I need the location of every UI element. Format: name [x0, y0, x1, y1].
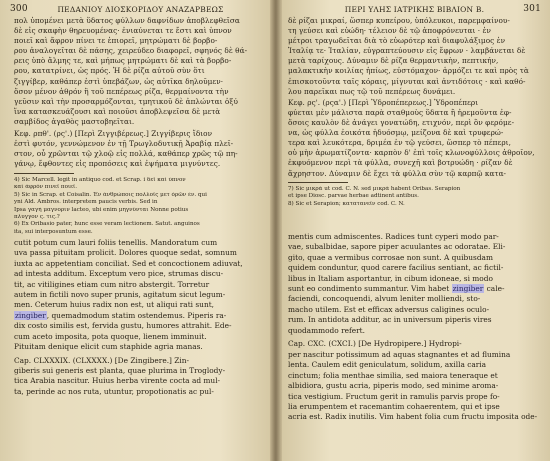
latin-text-line: ad intesta additum. Exceptum vero pice, strumas discu- [14, 269, 224, 279]
latin-text-line: tica Arabia nascitur. Huius herba virente cocta ad mul- [14, 376, 221, 386]
latin-text-line: lenta. Caulem edit geniculatum, solidum, axilla caria [288, 360, 487, 370]
footnote-line: καὶ ἀφρόν πινεῖ ποιεῖ. [14, 184, 78, 191]
right-latin-heading-line: Cap. CXC. (CXCI.) [De Hydropipere.] Hydropi- [288, 339, 462, 348]
latin-text-line: giberis sui generis est planta, quae plurima in Troglody- [14, 366, 226, 375]
footnote-line: ita, sui interposuntum esse. [14, 228, 93, 235]
latin-text-line: cutit potum cum lauri foliis tenellis. Mandoratum cum [14, 238, 218, 247]
left-latin-chapter-heading [14, 356, 265, 366]
greek-text-line: μέτροι τραγωδεῖται διὰ τὸ εὐωρότερ καὶ διαφυλάξιμος ἐν [288, 36, 506, 46]
latin-text-line: mentis cum admiscentes. Radices tunt cyperi modo par- [288, 232, 499, 241]
latin-text-line: acria est. Radix inutilis. Vim habent folia cum fructu imposita ode- [288, 412, 538, 422]
latin-text-line: autem in fictili novo super prunis, agitatum sicut legum- [14, 289, 226, 299]
latin-text-line: men. Ceterum huius radix non est, ut aliqui rati sunt, [14, 300, 215, 310]
latin-text-line: tica vestigium. Fructum gerit in ramulis parvis prope fo- [288, 391, 500, 401]
right-latin-chapter-heading [288, 339, 539, 349]
latin-text-line: lia erumpentem et racemantim cohaerentem, qui et ipse [288, 401, 500, 411]
greek-text-line: ζιγγίβερ, καθάπερ ἐστὶ ὑπεβάζων, ὡς αὐτῖκα δηλοῦμεν· [14, 76, 224, 86]
greek-text-line: Ἰταλίᾳ τε· Ἰταλίαν, εὐγραπτεύουσιν εἰς ἔφρων · λαμβάνεται δὲ [288, 46, 526, 56]
left-latin-text [14, 238, 265, 352]
latin-text-line: per nascitur potissimum ad aquas stagnantes et ad flumina [288, 350, 511, 359]
greek-text-line: δὲ ρίζαι μικραί, ὥσπερ κυπείρου, ὑπόλευκοι, παρεμφαίνου- [288, 16, 510, 25]
greek-text-line: μετὰ ταρίχους. Δύναμιν δὲ ρίζα θερμαντικὴν, πεπτικήν, [288, 56, 499, 66]
greek-text-line: να, ὡς φύλλα ἐοικότα ἡδυόσμῳ, μείζονα δὲ καὶ τρυφερώ- [288, 128, 504, 138]
footnote-line: 4) Sic Marcell. legit in antiquo cod. et Scrap. i δεῖ καὶ ὑπνον [14, 177, 186, 183]
right-page [282, 0, 547, 461]
greek-text-line: ἵνα κατασκευάζουσι καὶ ποιοῦσι ἀποβλεψεῖσα δὲ μετὰ [14, 106, 221, 116]
latin-text-line: rum. In antidota additur, ac in universum piperis vires [288, 315, 492, 325]
greek-text-line: στον, οὗ χρῶνται τῷ χλοῷ εἰς πολλά, καθάπερ χρῶς τῷ πη- [14, 149, 238, 159]
left-latin-heading-line: Cap. CLXXXIX. (CLXXXX.) [De Zingibere.] Zin- [14, 356, 190, 365]
greek-text-line: πολ ὑπομένει μετὰ ὕδατος φύλλων δαφνίδων ἀποβλεφθεῖσα [14, 16, 240, 25]
greek-text-line: φύεται μὲν μάλιστα παρὰ σταθμοὺς ὕδατα ἢ ἠρεμοῦντα ἐφ- [288, 108, 512, 117]
right-footnote-rule [288, 182, 348, 183]
greek-text-line: ἐπισκοτοῦντα ταῖς κόραις, μίγνυται καὶ ἀντιδότοις · καὶ καθό- [288, 76, 526, 86]
latin-text-line: tit, ac vitiligines etiam cum nitro abstergit. Torretur [14, 279, 210, 289]
latin-text-line: zingiber, quemadmodum statim ostendemus. Piperis ra- [15, 310, 227, 320]
latin-text-line: cum aceto imposita, pota quoque, lienem imminuit. [14, 331, 207, 341]
latin-text-line: faciendi, concoquendi, alvum leniter molliendi, sto- [288, 294, 481, 304]
footnote-line: 5) Sic in Scrap. et Coisalin. Ἐν ἀνθρώποις πολλοῖς μετ ὀρῶν ἐν. qui [14, 191, 207, 198]
greek-text-line: ρου, κατατρίνει, ὡς πρός. Ἡ δὲ ρίζα αὐτοῦ σὺν ὅτι [14, 66, 205, 76]
left-latin-text-2 [14, 366, 265, 397]
greek-text-line: ρεις ὑπὸ ἄλμης τε, καὶ μήπως μητρώματι δὲ καὶ τὰ βορβο- [14, 56, 232, 66]
left-greek-text [14, 16, 265, 127]
greek-text-line: ρου ἀναλογεῖται δὲ πάσης, χειρεύδεο διαφορεῖ, σφηνός δὲ θά- [14, 46, 248, 56]
highlighted-word: zingiber [15, 310, 46, 320]
greek-text-line: ὅσον μένον ἀθρόν ἢ τοῦ πεπέρεως ρίζα, θερμαίνοντα τὴν [14, 86, 229, 96]
highlighted-word: zingiber [452, 283, 484, 293]
footnote-line: yni Ald. Ambros. interpretem paucis verbis. Sed in [14, 199, 158, 206]
right-footnotes [288, 186, 539, 208]
right-running-title: ΠΕΡΙ ΥΛΗΣ ΙΑΤΡΙΚΗΣ ΒΙΒΛΙΟΝ Β. [344, 5, 485, 14]
greek-text-line: τερα καὶ λευκότερα, δριμέα ἐν τῷ γεύσει, ὥσπερ τὸ πέπερι, [288, 138, 511, 148]
greek-text-line: ἐκφυόμενον περὶ τὰ φύλλα, συνεχῆ καὶ βοτρυώδη · ρίζαν δὲ [288, 158, 513, 168]
latin-text-line: gito, quae a vermibus corrosae non sunt. A quibusdam [288, 252, 493, 262]
greek-text-line: ἄχρηστον. Δύναμιν δὲ ἔχει τὰ φύλλα σὺν τῷ καρπῷ κατα- [288, 168, 507, 178]
latin-text-line: sunt eo condimento summantur. Vim habet zingiber cale- [288, 283, 505, 293]
footnote-line: πλυγγον ς. τις.? [14, 213, 60, 220]
right-page-number: 301 [523, 4, 541, 14]
right-greek-text-2 [288, 108, 539, 179]
latin-text-line: albidiora, gustu acria, piperis modo, sed minime aroma- [288, 381, 499, 391]
left-footnotes [14, 177, 265, 236]
greek-text-line: λου παρεῖκαι πως τῷ τοῦ πεπέρεως δυνάμει. [288, 86, 456, 96]
latin-text-line: macho utilem. Est et efficax adversus caligines oculo- [288, 304, 490, 314]
footnote-line: Ipsa γαγὴ μαγνοριν lacteo, ubi enim μηγνύνται Nonne potius [14, 206, 189, 213]
greek-text-line: σαμβίδος ἀγαθὸς μαστοβηεῖται. [14, 116, 135, 126]
latin-text-line: dix costo similis est, fervida gustu, humores attrahit. Ede- [14, 321, 232, 331]
right-greek-chapter-heading [288, 98, 539, 108]
latin-text-line: libus in Italiam asportantur, in cibum idoneae, si modo [288, 273, 493, 283]
greek-text-line: τη γεύσει καὶ εὐώδη· τέλειον δὲ τῷ ἀποφρόνευται · ἐν [288, 26, 491, 36]
latin-text-line: quidem conduntur, quod carere facilius sentiant, ac fictil- [288, 263, 504, 273]
greek-text-line: γάνῳ, ἔφθοντες εἰς προπόσεις καὶ ἐψήματα μιγνύντες. [14, 159, 221, 169]
latin-text-line: cinctum; folia menthae similia, sed maiora teneraque et [288, 370, 498, 380]
latin-text-line: iuxta ac appetentiam conciliat. Sed et concoctionem adiuvat, [14, 258, 243, 268]
left-greek-text-2 [14, 139, 265, 169]
latin-text-line: ta, perinde ac nos ruta, utuntur, propotionatis ac pul- [14, 386, 214, 396]
latin-text-line: vae, subalbidae, sapore piper acuulantes ac odoratae. Eli- [288, 242, 506, 252]
left-page [8, 0, 273, 461]
left-greek-chapter-heading [14, 129, 265, 139]
greek-text-line: μαλακτικὴν κοιλίας ἠπίως, εὐστόμαχον· ἁρμόζει τε καὶ πρὸς τὰ [288, 66, 529, 76]
latin-text-line: Pituitam denique elicit cum staphide agria manas. [14, 341, 203, 351]
footnote-line: 8) Sic et Serapion; κατατανεῖν cod. C. N. [288, 200, 405, 207]
left-running-head [8, 4, 273, 16]
right-latin-text [288, 232, 539, 336]
footnote-line: 6) Ex Oribasio pater, hunc esse veram lectionem. Satut. anguinos [14, 221, 200, 228]
right-running-head [282, 4, 547, 16]
left-running-title: ΠΕΔΑΝΙΟΥ ΔΙΟΣΚΟΡΙΔΟΥ ΑΝΑΖΑΡΒΕΩΣ [57, 5, 224, 14]
left-footnote-rule [14, 173, 74, 174]
greek-text-line: ποιεῖ καὶ ἄφρον πίνει τε ἐπιορεῖ, μητρώματι δὲ βορβο- [14, 36, 218, 46]
greek-text-line: δὲ εἰς σκαφὴν θηρευομένας· ἐνιαύνεται τε ἔστι καὶ ὑπνον [14, 26, 232, 36]
left-greek-heading-line: Κεφ. ρπθ'. (ρς'.) [Περὶ Ζιγγιβέρεως.] Ζιγγίβερις ἴδιον [14, 129, 213, 138]
latin-text-line: uva passa pituitam prolicit. Dolores quoque sedat, somnum [14, 248, 237, 258]
latin-text-line: quodammodo refert. [288, 325, 365, 335]
greek-text-line: ἐστὶ φυτόν, γεννώμενον ἐν τῇ Τρωγλοδυτικῇ Ἀραβίᾳ πλεῖ- [14, 139, 234, 148]
greek-text-line: γεῦσιν καὶ τὴν προσαρμόζονται, τμητικοῦ δὲ ἀπλώνται ὀξύ [14, 96, 238, 106]
greek-text-line: ὅσοις καυλὸν δὲ ἀνάγει γονατώδη, ετιχνόν, περὶ ὃν φερόμε- [288, 118, 515, 128]
right-greek-heading-line: Κεφ. ρς'. (ρςα'.) [Περὶ Ὑδροπέπερεως.] Ὑδροπέπερι [288, 98, 479, 107]
footnote-line: et ipse Diosc. parvae herbae adtinent antibus. [288, 193, 419, 200]
book-gutter [270, 0, 282, 461]
greek-text-line: οὐ μὴν ἀρωματίζοντα· καρπὸν δ' ἐπὶ τοῖς κλωνοφύλλοις ἀθροῖον, [288, 148, 535, 158]
footnote-line: 7) Sic μικρά ut cod. C. N. sed μικρὰ habent Oribas. Serapion [288, 186, 461, 192]
left-page-number: 300 [10, 4, 28, 14]
right-latin-text-2 [288, 350, 539, 423]
right-greek-text [288, 16, 539, 97]
